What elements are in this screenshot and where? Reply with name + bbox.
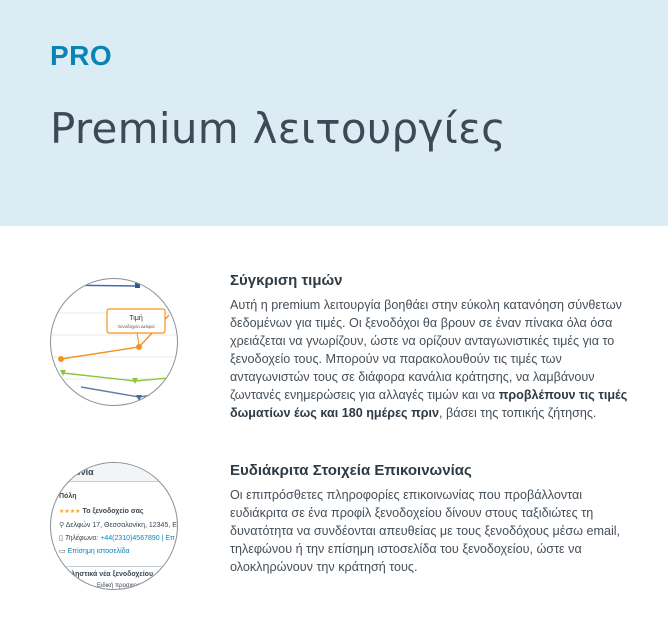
series-green [63, 373, 178, 381]
feature-description: Οι επιπρόσθετες πληροφορίες επικοινωνίας που προβάλλονται ευδιάκριτα σε ένα προφίλ ξενοδοχείου δίνουν στους ταξιδιώτες τη δυνατότητα να συνδέονται απευθείας με τους ξενοδόχους μέσω email, τηλεφώνου ή την επίσημη ιστοσελίδα του ξενοδοχείου, ώστε να ολοκληρώνουν την κράτησή τους. [230, 488, 621, 574]
card-phone[interactable]: +44(2310)4567890 | Επ [100, 535, 175, 542]
feature-title: Σύγκριση τιμών [230, 272, 343, 289]
card-header: ωνία [73, 467, 94, 477]
card-website-link[interactable]: Επίσημη ιστοσελίδα [67, 548, 130, 555]
hero-banner [0, 0, 668, 226]
price-chart-thumbnail [50, 278, 178, 406]
series-navy-bottom [81, 387, 178, 397]
contact-card-thumbnail [50, 462, 178, 590]
pro-badge: PRO [50, 40, 113, 71]
tooltip-title: Τιμή [129, 315, 143, 322]
card-offer: Ειδική προσφορ [97, 583, 141, 589]
card-hotel-row [59, 508, 144, 515]
pin-icon: ⚲ [59, 522, 65, 529]
monitor-icon: ▭ [59, 548, 66, 555]
card-news: ολοκληστικά νέα ξενοδοχείου [55, 571, 154, 578]
card-address-row [59, 521, 177, 529]
series-navy-top [51, 285, 137, 286]
page-title: Premium λειτουργίες [50, 104, 507, 153]
star-rating-icon: ★★★★ [59, 509, 81, 515]
description-highlight: προβλέπουν τις τιμές δωματίων έως και 180 ημέρες πριν [230, 388, 628, 420]
card-address: Δελφών 17, Θεσσαλονίκη, 12345, Ε [65, 522, 177, 529]
phone-icon: ▯ [59, 535, 63, 542]
tooltip-subtitle: Ξενοδοχείο Δελφοί [117, 324, 155, 329]
feature-text [230, 462, 630, 576]
feature-text [230, 272, 630, 422]
description-part: , βάσει της τοπικής ζήτησης. [439, 406, 597, 420]
feature-description [230, 296, 630, 422]
card-website-row [59, 547, 130, 555]
card-hotel-name: Το ξενοδοχείο σας [82, 508, 144, 515]
card-phone-label: Τηλέφωνο: [64, 535, 99, 542]
description-part: Αυτή η premium λειτουργία βοηθάει στην εύκολη κατανόηση σύνθετων δεδομένων για τιμές. Οι ξενοδόχοι θα βρουν σε έναν πίνακα όλα όσα χρειάζεται να γνωρίζουν, ώστε να ορίζουν ανταγωνιστικές τιμές για το ξενοδοχείο τους. Μπορούν να παρακολουθούν τις τιμές των ανταγωνιστών τους σε διάφορα κανάλια κράτησης, να λαμβάνουν ζωντανές ενημερώσεις για αλλαγές τιμών και να [230, 298, 622, 402]
card-phone-row [59, 534, 175, 542]
feature-title: Ευδιάκριτα Στοιχεία Επικοινωνίας [230, 462, 472, 479]
price-chart-illustration [51, 279, 178, 406]
card-section: Πόλη [59, 493, 77, 500]
